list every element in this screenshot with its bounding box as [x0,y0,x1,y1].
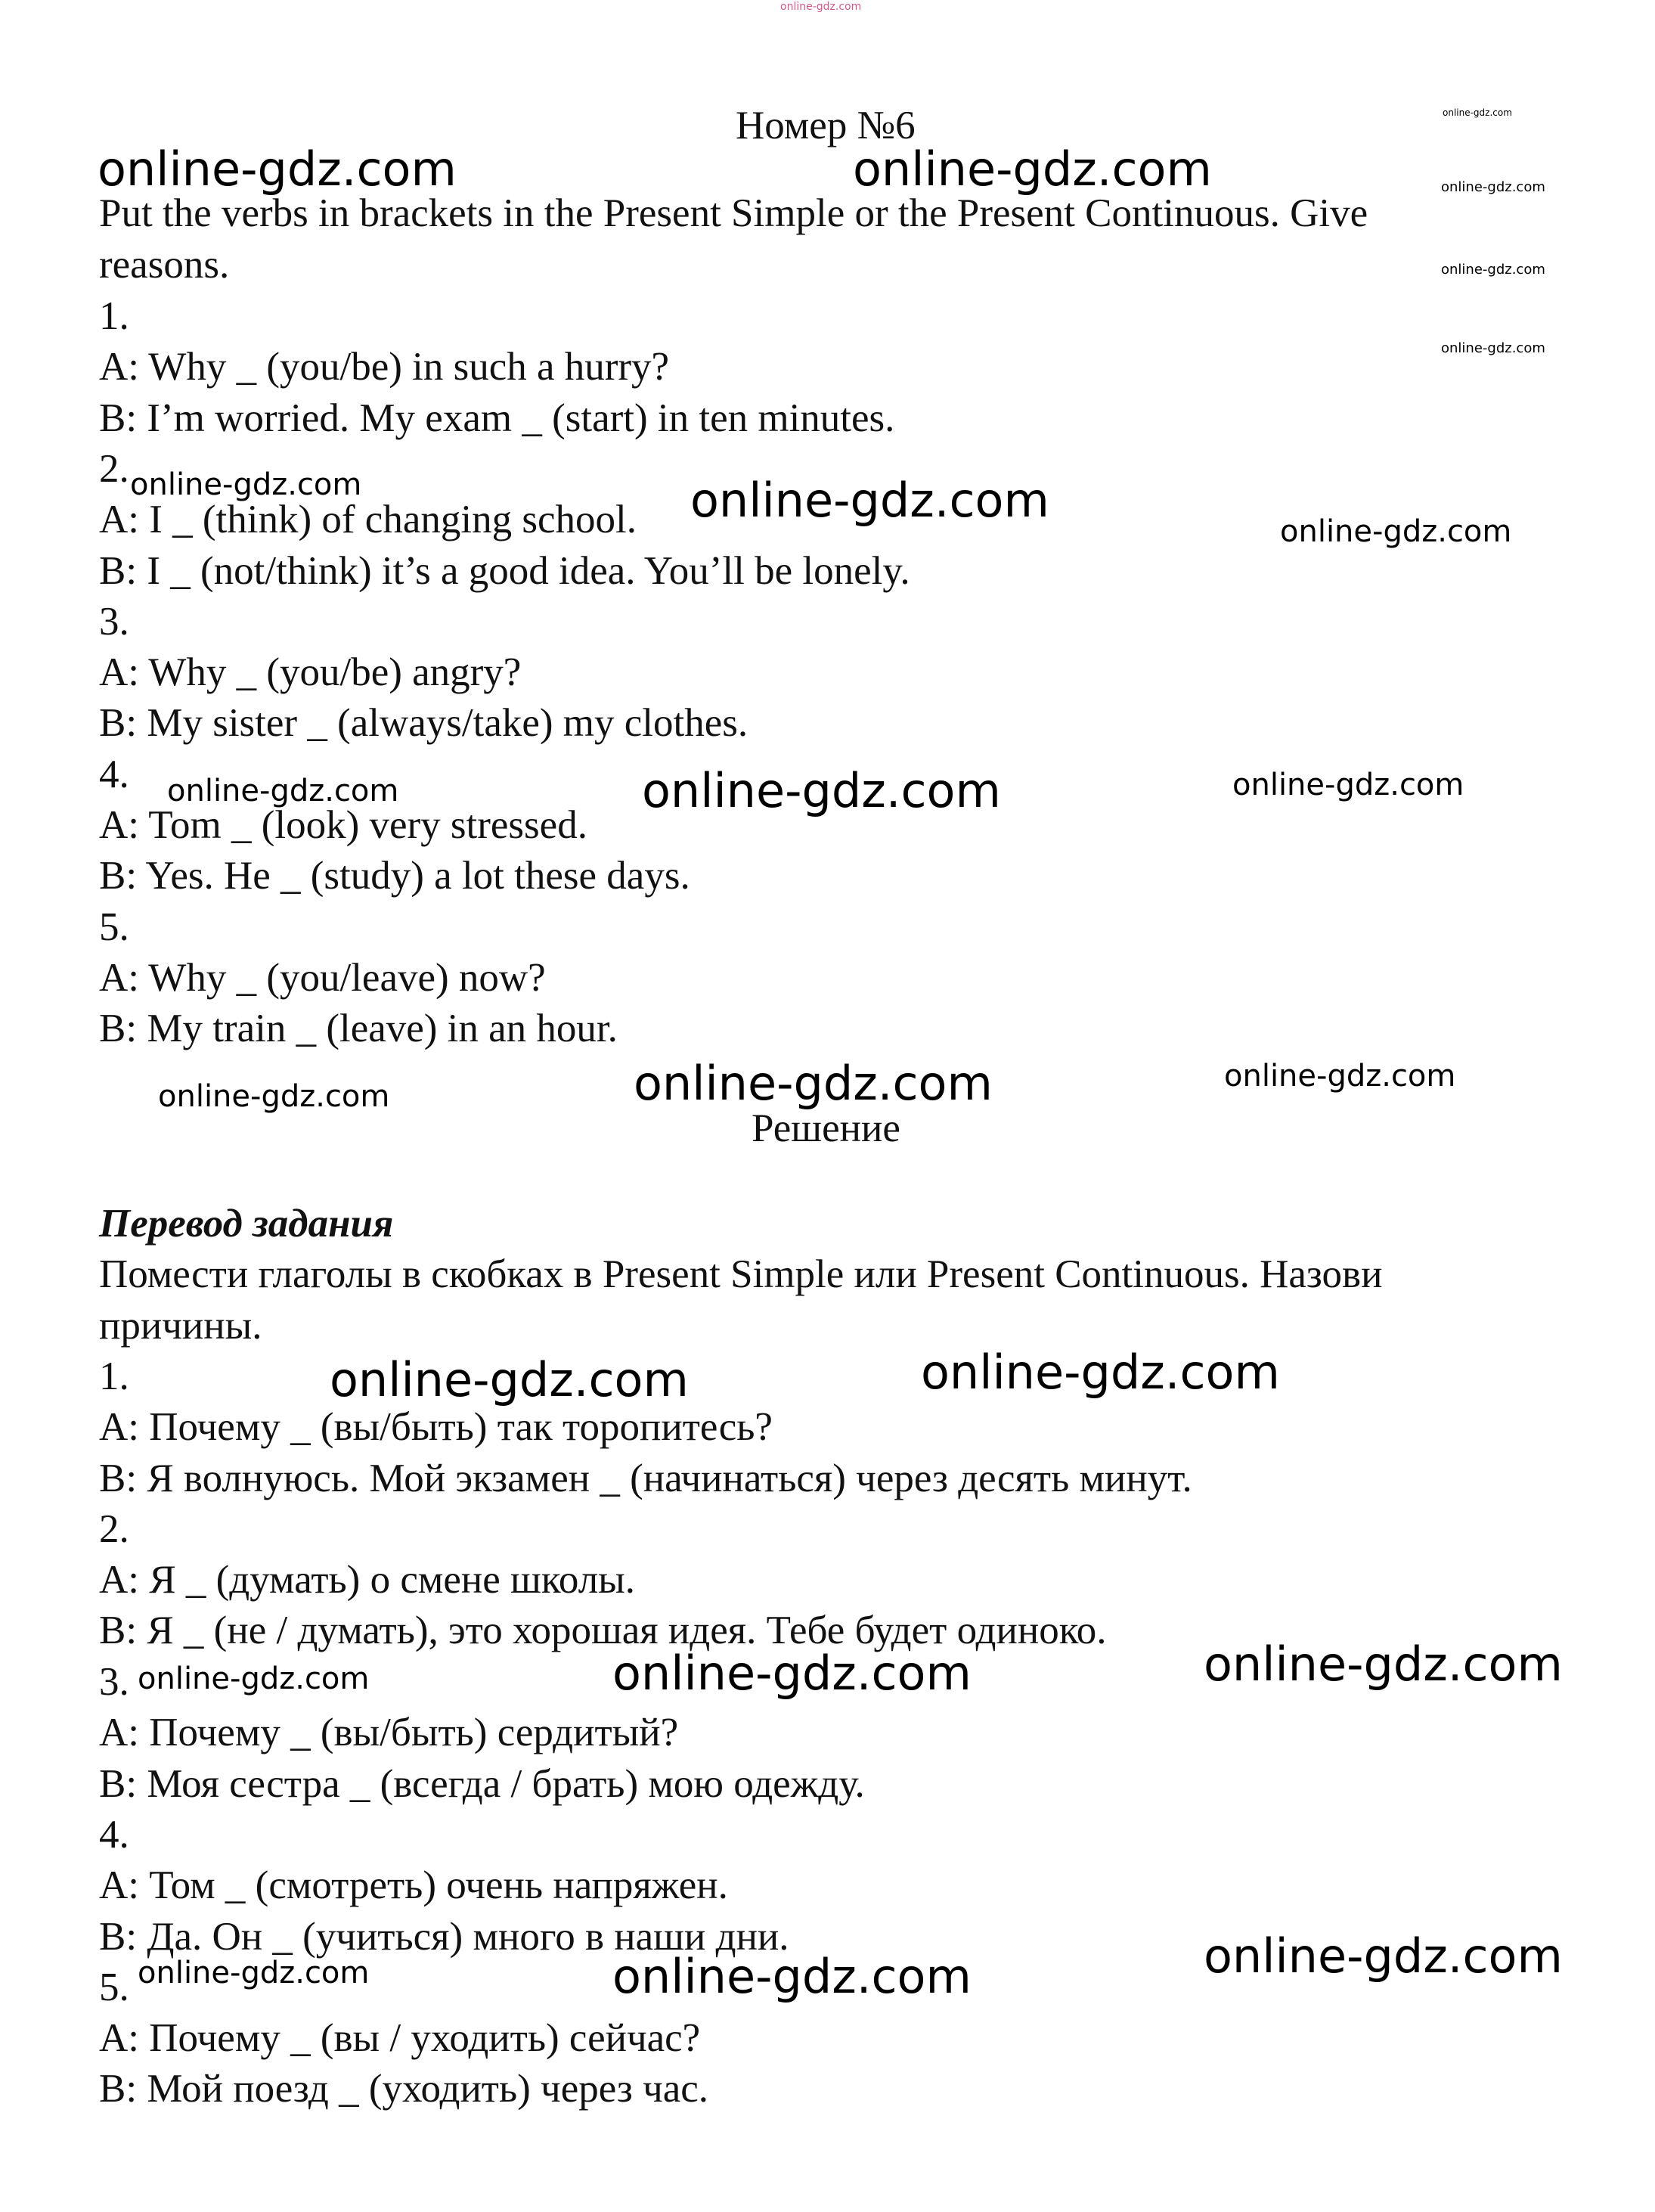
watermark: online-gdz.com [138,1956,370,1990]
translation-item-3-a: A: Почему _ (вы/быть) сердитый? [99,1711,679,1754]
watermark: online-gdz.com [853,141,1212,197]
watermark: online-gdz.com [612,1949,972,2004]
watermark-top: online-gdz.com [780,1,862,13]
task-instruction-line1: Put the verbs in brackets in the Present Simple or the Present Continuous. Give [99,191,1368,235]
watermark: online-gdz.com [1280,514,1512,549]
watermark: online-gdz.com [1224,1059,1456,1094]
translation-instruction-line2: причины. [99,1304,262,1348]
task-item-2-b: B: I _ (not/think) it’s a good idea. You’ll be lonely. [99,549,910,593]
task-item-1-b: B: I’m worried. My exam _ (start) in ten minutes. [99,396,895,440]
task-item-5-b: B: My train _ (leave) in an hour. [99,1007,618,1050]
task-item-3-b: B: My sister _ (always/take) my clothes. [99,701,748,745]
translation-item-2-a: A: Я _ (думать) о смене школы. [99,1558,636,1602]
translation-item-4-a: A: Том _ (смотреть) очень напряжен. [99,1863,728,1907]
task-item-1-a: A: Why _ (you/be) in such a hurry? [99,345,670,389]
task-item-3-a: A: Why _ (you/be) angry? [99,650,522,694]
translation-item-4-number: 4. [99,1813,129,1857]
translation-heading: Перевод задания [99,1202,394,1246]
watermark: online-gdz.com [1232,768,1464,802]
watermark: online-gdz.com [921,1345,1280,1400]
task-item-3-number: 3. [99,600,129,644]
task-item-4-number: 4. [99,752,129,796]
translation-item-5-b: B: Мой поезд _ (уходить) через час. [99,2067,709,2111]
watermark: online-gdz.com [690,473,1049,528]
task-item-2-number: 2. [99,447,129,491]
translation-item-1-b: B: Я волнуюсь. Мой экзамен _ (начинаться) через десять минут. [99,1457,1192,1500]
task-item-4-a: A: Tom _ (look) very stressed. [99,803,587,847]
watermark: online-gdz.com [1441,340,1545,356]
task-item-5-number: 5. [99,905,129,949]
solution-label: Решение [752,1106,900,1150]
translation-item-5-a: A: Почему _ (вы / уходить) сейчас? [99,2016,701,2060]
watermark: online-gdz.com [1204,1928,1563,1984]
task-instruction-line2: reasons. [99,243,230,287]
translation-item-3-number: 3. [99,1660,129,1704]
watermark: online-gdz.com [642,763,1001,818]
watermark: online-gdz.com [167,774,399,808]
translation-item-4-b: B: Да. Он _ (учиться) много в наши дни. [99,1915,789,1959]
watermark: online-gdz.com [1443,107,1512,118]
translation-item-1-a: A: Почему _ (вы/быть) так торопитесь? [99,1405,773,1449]
watermark: online-gdz.com [1441,179,1545,195]
task-item-4-b: B: Yes. He _ (study) a lot these days. [99,854,690,898]
translation-item-5-number: 5. [99,1965,129,2009]
watermark: online-gdz.com [1204,1637,1563,1692]
watermark: online-gdz.com [330,1352,689,1407]
watermark: online-gdz.com [138,1661,370,1696]
page-title: Номер №6 [736,104,916,147]
translation-item-1-number: 1. [99,1354,129,1398]
watermark: online-gdz.com [98,141,457,197]
watermark: online-gdz.com [634,1056,993,1111]
task-item-2-a: A: I _ (think) of changing school. [99,498,637,541]
watermark: online-gdz.com [158,1079,390,1114]
task-item-5-a: A: Why _ (you/leave) now? [99,956,546,1000]
watermark: online-gdz.com [130,467,362,502]
translation-item-2-b: B: Я _ (не / думать), это хорошая идея. Тебе будет одиноко. [99,1609,1107,1652]
task-item-1-number: 1. [99,294,129,338]
translation-instruction-line1: Помести глаголы в скобках в Present Simple или Present Continuous. Назови [99,1252,1383,1296]
translation-item-3-b: B: Моя сестра _ (всегда / брать) мою одежду. [99,1762,865,1806]
watermark: online-gdz.com [612,1646,972,1701]
translation-item-2-number: 2. [99,1507,129,1551]
watermark: online-gdz.com [1441,262,1545,278]
